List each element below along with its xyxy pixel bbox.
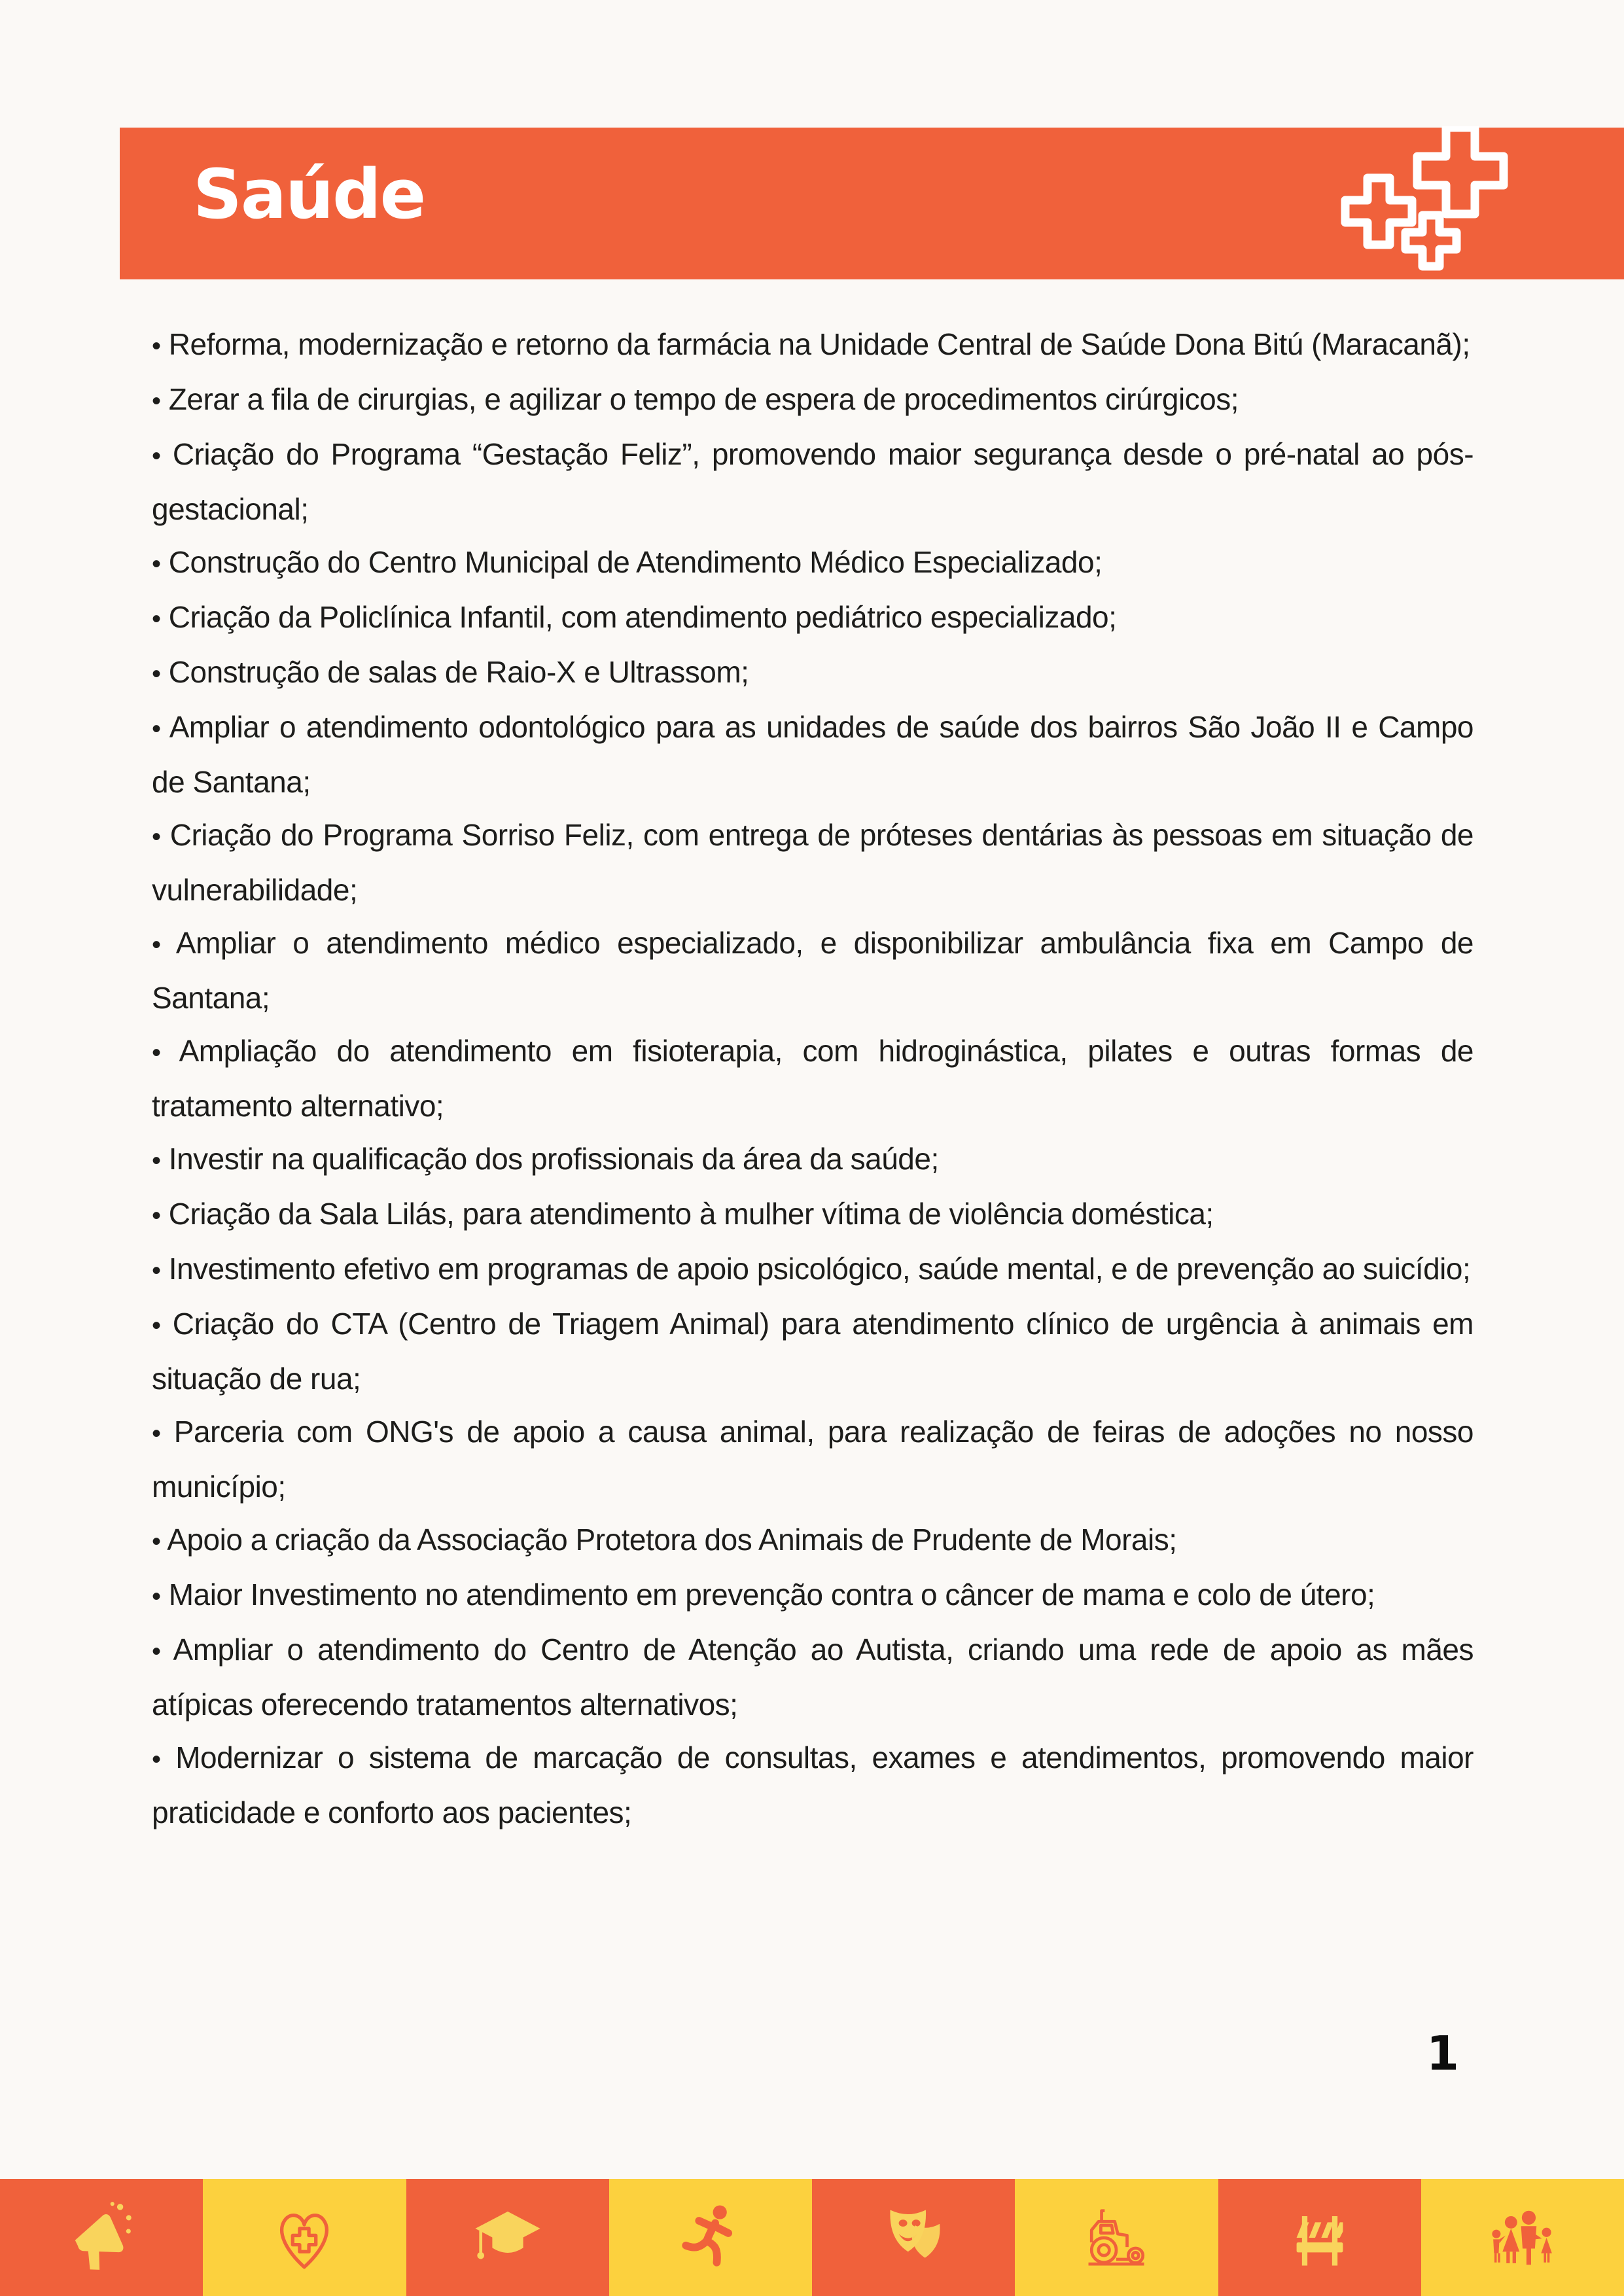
proposal-item [152, 536, 1474, 591]
family-icon [1484, 2199, 1561, 2276]
bullet-glyph: • [152, 660, 161, 688]
proposal-item [152, 591, 1474, 646]
footer-tile-culture [812, 2179, 1015, 2296]
runner-icon [672, 2199, 749, 2276]
proposal-item [152, 318, 1474, 373]
proposal-item [152, 1623, 1474, 1731]
bullet-glyph: • [152, 1637, 161, 1666]
bullet-glyph: • [152, 1311, 161, 1340]
proposal-text: Apoio a criação da Associação Protetora dos Animais de Prudente de Morais; [167, 1523, 1177, 1557]
bullet-glyph: • [152, 822, 161, 851]
proposal-item [152, 1188, 1474, 1243]
footer-tile-family [1421, 2179, 1624, 2296]
proposal-text: Investir na qualificação dos profissionais da área da saúde; [168, 1142, 939, 1176]
proposal-text: Modernizar o sistema de marcação de consultas, exames e atendimentos, promovendo maior praticidade e conforto aos pacientes; [152, 1740, 1474, 1829]
construction-barrier-icon [1281, 2199, 1358, 2276]
theater-masks-icon [875, 2199, 952, 2276]
proposal-item [152, 701, 1474, 809]
proposal-text: Construção de salas de Raio-X e Ultrassom; [168, 655, 749, 689]
page-title: Saúde [193, 154, 425, 234]
proposal-item [152, 809, 1474, 917]
tractor-icon [1078, 2199, 1155, 2276]
proposal-text: Criação do CTA (Centro de Triagem Animal) para atendimento clínico de urgência à animais em situação de rua; [152, 1307, 1474, 1396]
footer-icon-strip [0, 2179, 1624, 2296]
footer-tile-megaphone [0, 2179, 203, 2296]
proposal-item [152, 1568, 1474, 1623]
proposal-item [152, 1298, 1474, 1405]
bullet-glyph: • [152, 550, 161, 578]
proposal-item [152, 1133, 1474, 1188]
bullet-glyph: • [152, 387, 161, 415]
bullet-glyph: • [152, 1201, 161, 1230]
footer-tile-education [406, 2179, 609, 2296]
proposal-text: Ampliar o atendimento médico especializado, e disponibilizar ambulância fixa em Campo de Santana; [152, 926, 1474, 1015]
page-number: 1 [1426, 2026, 1459, 2081]
proposal-list [152, 318, 1474, 1839]
bullet-glyph: • [152, 715, 161, 743]
bullet-glyph: • [152, 930, 161, 959]
medical-crosses-icon [1310, 126, 1526, 281]
bullet-glyph: • [152, 1527, 161, 1556]
proposal-text: Criação do Programa “Gestação Feliz”, promovendo maior segurança desde o pré-natal ao pós-gestacional; [152, 437, 1474, 526]
proposal-item [152, 1243, 1474, 1298]
bullet-glyph: • [152, 1419, 161, 1448]
proposal-text: Ampliar o atendimento odontológico para as unidades de saúde dos bairros São João II e Campo de Santana; [152, 710, 1474, 799]
proposal-item [152, 1025, 1474, 1133]
proposal-text: Investimento efetivo em programas de apoio psicológico, saúde mental, e de prevenção ao suicídio; [168, 1252, 1471, 1286]
header-band [120, 128, 1624, 279]
proposal-text: Criação do Programa Sorriso Feliz, com entrega de próteses dentárias às pessoas em situação de vulnerabilidade; [152, 818, 1474, 907]
proposal-item [152, 428, 1474, 536]
bullet-glyph: • [152, 1745, 161, 1774]
footer-tile-agriculture [1015, 2179, 1218, 2296]
footer-tile-health [203, 2179, 406, 2296]
proposal-text: Ampliação do atendimento em fisioterapia, com hidroginástica, pilates e outras formas de tratamento alternativo; [152, 1034, 1474, 1123]
proposal-text: Criação da Sala Lilás, para atendimento à mulher vítima de violência doméstica; [168, 1197, 1214, 1231]
proposal-text: Zerar a fila de cirurgias, e agilizar o tempo de espera de procedimentos cirúrgicos; [168, 382, 1239, 416]
proposal-item [152, 1405, 1474, 1513]
bullet-glyph: • [152, 442, 161, 470]
proposal-item [152, 917, 1474, 1025]
graduation-cap-icon [469, 2199, 546, 2276]
footer-tile-infrastructure [1218, 2179, 1421, 2296]
megaphone-icon [63, 2199, 140, 2276]
proposal-text: Criação da Policlínica Infantil, com atendimento pediátrico especializado; [168, 600, 1117, 634]
proposal-item [152, 373, 1474, 428]
bullet-glyph: • [152, 605, 161, 633]
proposal-item [152, 1731, 1474, 1839]
heart-cross-icon [266, 2199, 343, 2276]
proposal-item [152, 1513, 1474, 1568]
proposal-text: Reforma, modernização e retorno da farmácia na Unidade Central de Saúde Dona Bitú (Maracanã); [168, 327, 1470, 361]
bullet-glyph: • [152, 1038, 161, 1067]
bullet-glyph: • [152, 1146, 161, 1175]
footer-tile-sports [609, 2179, 812, 2296]
proposal-item [152, 646, 1474, 701]
proposal-text: Maior Investimento no atendimento em prevenção contra o câncer de mama e colo de útero; [168, 1578, 1375, 1612]
proposal-text: Parceria com ONG's de apoio a causa animal, para realização de feiras de adoções no nosso município; [152, 1415, 1474, 1504]
bullet-glyph: • [152, 1582, 161, 1611]
bullet-glyph: • [152, 1256, 161, 1285]
bullet-glyph: • [152, 332, 161, 361]
proposal-text: Ampliar o atendimento do Centro de Atenção ao Autista, criando uma rede de apoio as mães atípicas oferecendo tratamentos alternativos; [152, 1633, 1474, 1722]
proposal-text: Construção do Centro Municipal de Atendimento Médico Especializado; [168, 545, 1103, 579]
